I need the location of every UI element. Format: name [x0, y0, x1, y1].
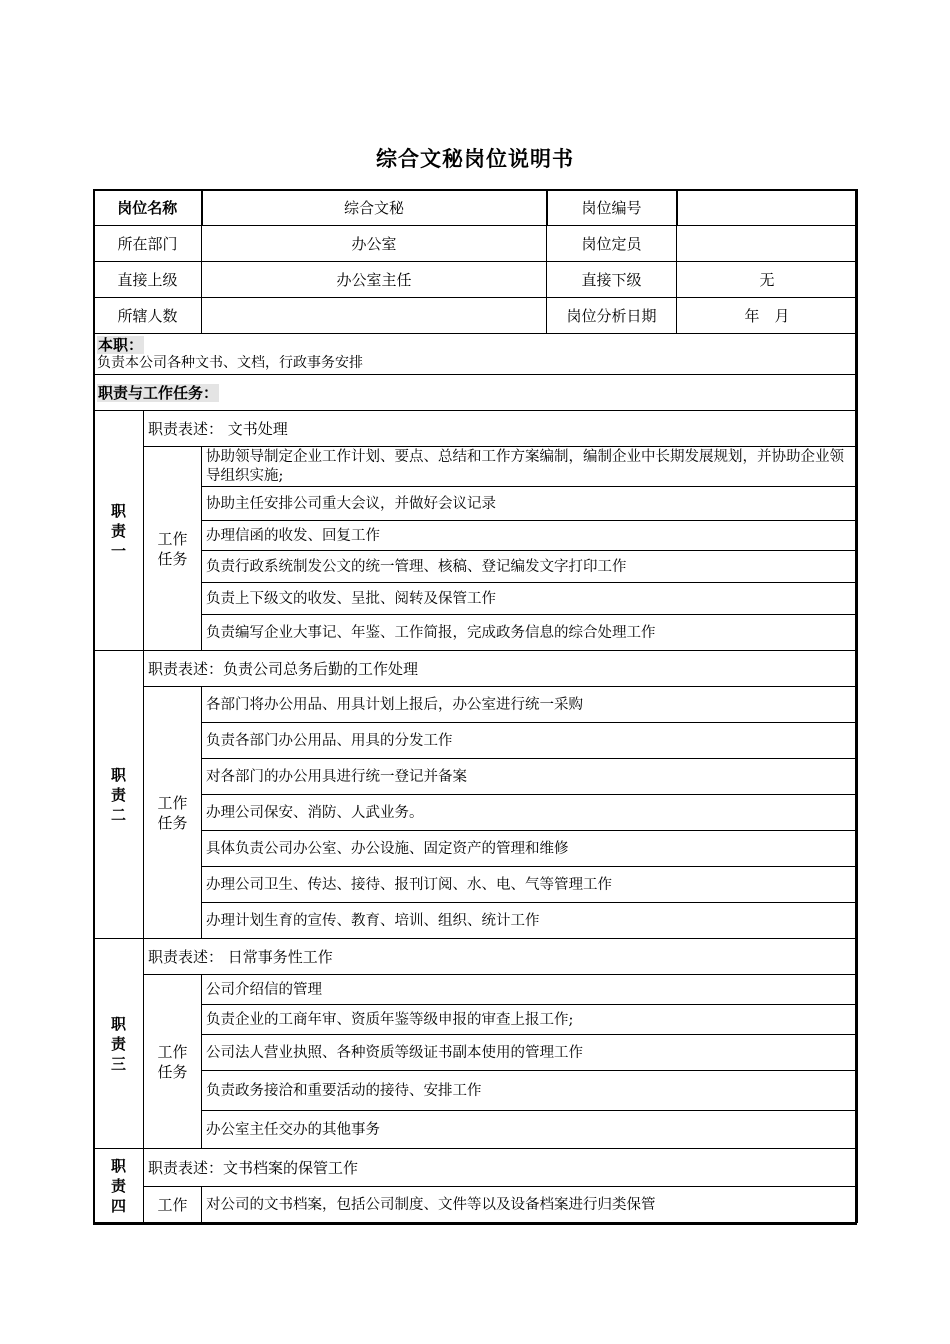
duty-1-task-5: 负责上下级文的收发、呈批、阅转及保管工作: [202, 583, 858, 615]
header-row-department: [94, 226, 858, 262]
label-headcount: 岗位定员: [547, 226, 677, 262]
duty-3-task-4: 负责政务接洽和重要活动的接待、安排工作: [202, 1071, 858, 1111]
duty-1-task-3: 办理信函的收发、回复工作: [202, 521, 858, 551]
duty-3-task-row: [94, 1111, 858, 1149]
duty-2-name: 职 责 二: [94, 651, 144, 939]
duty-1-task-4: 负责行政系统制发公文的统一管理、核稿、登记编发文字打印工作: [202, 551, 858, 583]
value-analysis-date: 年 月: [677, 298, 858, 334]
duty-1-statement: 职责表述： 文书处理: [144, 411, 858, 447]
job-description-table: [93, 189, 857, 1225]
duty-1-task-row: [94, 583, 858, 615]
duty-3-task-row: [94, 1071, 858, 1111]
label-department: 所在部门: [94, 226, 202, 262]
duty-2-task-row: [94, 795, 858, 831]
header-row-staff: [94, 298, 858, 334]
value-direct-superior: 办公室主任: [202, 262, 547, 298]
duty-3-task-label: 工作 任务: [144, 975, 202, 1149]
duties-header-row: [94, 375, 858, 411]
value-post-name: 综合文秘: [202, 190, 547, 226]
duty-3-name: 职 责 三: [94, 939, 144, 1149]
mission-label: 本职：: [98, 336, 144, 354]
value-staff-count: [202, 298, 547, 334]
duty-3-statement: 职责表述： 日常事务性工作: [144, 939, 858, 975]
label-direct-subordinate: 直接下级: [547, 262, 677, 298]
duty-3-task-2: 负责企业的工商年审、资质年鉴等级申报的审查上报工作;: [202, 1005, 858, 1035]
duties-header-cell: [94, 375, 858, 411]
label-staff-count: 所辖人数: [94, 298, 202, 334]
duty-1-task-row: [94, 551, 858, 583]
duty-3-task-row: [94, 975, 858, 1005]
duty-1-task-row: [94, 487, 858, 521]
duty-3-task-row: [94, 1035, 858, 1071]
duty-3-statement-row: [94, 939, 858, 975]
duties-header: 职责与工作任务：: [98, 383, 219, 402]
duty-1-task-label: 工作 任务: [144, 447, 202, 651]
label-analysis-date: 岗位分析日期: [547, 298, 677, 334]
value-headcount: [677, 226, 858, 262]
value-direct-subordinate: 无: [677, 262, 858, 298]
duty-1-task-row: [94, 521, 858, 551]
duty-4-statement-row: [94, 1149, 858, 1187]
duty-4-statement: 职责表述：文书档案的保管工作: [144, 1149, 858, 1187]
duty-2-task-row: [94, 687, 858, 723]
label-post-name: 岗位名称: [94, 190, 202, 226]
document-title: 综合文秘岗位说明书: [376, 147, 574, 171]
duty-2-statement: 职责表述：负责公司总务后勤的工作处理: [144, 651, 858, 687]
duty-2-task-1: 各部门将办公用品、用具计划上报后，办公室进行统一采购: [202, 687, 858, 723]
duty-4-task-label: 工作: [144, 1187, 202, 1223]
duty-3-task-5: 办公室主任交办的其他事务: [202, 1111, 858, 1149]
duty-1-name: 职 责 一: [94, 411, 144, 651]
mission-text: 负责本公司各种文书、文档，行政事务安排: [97, 355, 363, 371]
duty-1-statement-row: [94, 411, 858, 447]
duty-2-task-5: 具体负责公司办公室、办公设施、固定资产的管理和维修: [202, 831, 858, 867]
duty-2-task-row: [94, 759, 858, 795]
duty-2-task-7: 办理计划生育的宣传、教育、培训、组织、统计工作: [202, 903, 858, 939]
duty-1-task-row: [94, 447, 858, 487]
mission-row: [94, 334, 858, 375]
duty-1-task-1: 协助领导制定企业工作计划、要点、总结和工作方案编制，编制企业中长期发展规划，并协助企业领导组织实施;: [202, 447, 858, 487]
header-row-superior: [94, 262, 858, 298]
label-direct-superior: 直接上级: [94, 262, 202, 298]
duty-2-task-2: 负责各部门办公用品、用具的分发工作: [202, 723, 858, 759]
header-row-post-name: [94, 190, 858, 226]
duty-2-task-4: 办理公司保安、消防、人武业务。: [202, 795, 858, 831]
duty-1-task-6: 负责编写企业大事记、年鉴、工作简报，完成政务信息的综合处理工作: [202, 615, 858, 651]
duty-3-task-1: 公司介绍信的管理: [202, 975, 858, 1005]
duty-2-task-row: [94, 903, 858, 939]
duty-2-task-row: [94, 867, 858, 903]
duty-4-name: 职 责 四: [94, 1149, 144, 1223]
duty-2-task-label: 工作 任务: [144, 687, 202, 939]
duty-3-task-row: [94, 1005, 858, 1035]
duty-1-task-2: 协助主任安排公司重大会议，并做好会议记录: [202, 487, 858, 521]
duty-4-task-1: 对公司的文书档案，包括公司制度、文件等以及设备档案进行归类保管: [202, 1187, 858, 1223]
duty-1-task-row: [94, 615, 858, 651]
duty-4-task-row: [94, 1187, 858, 1223]
duty-2-task-row: [94, 723, 858, 759]
duty-2-task-row: [94, 831, 858, 867]
value-post-code: [677, 190, 858, 226]
duty-3-task-3: 公司法人营业执照、各种资质等级证书副本使用的管理工作: [202, 1035, 858, 1071]
value-department: 办公室: [202, 226, 547, 262]
duty-2-statement-row: [94, 651, 858, 687]
label-post-code: 岗位编号: [547, 190, 677, 226]
mission-cell: [94, 334, 858, 375]
duty-2-task-3: 对各部门的办公用具进行统一登记并备案: [202, 759, 858, 795]
duty-2-task-6: 办理公司卫生、传达、接待、报刊订阅、水、电、气等管理工作: [202, 867, 858, 903]
